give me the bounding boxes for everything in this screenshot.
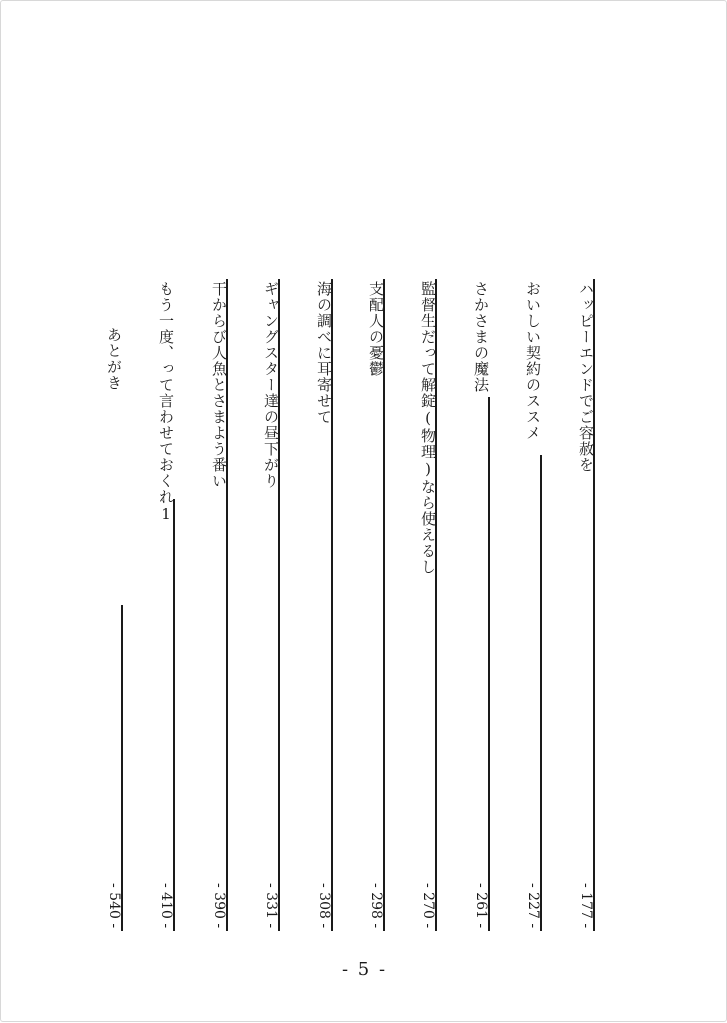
- toc-title: 支配人の憂鬱: [367, 281, 385, 377]
- toc-page-number: - 298 -: [368, 883, 384, 929]
- page-number: - 5 -: [341, 959, 388, 980]
- toc-page-number: - 410 -: [158, 883, 174, 929]
- toc-rule: [173, 499, 175, 931]
- toc-title: さかさまの魔法: [472, 281, 490, 393]
- toc-page-number: - 177 -: [578, 883, 594, 929]
- toc-page-number: - 270 -: [420, 883, 436, 929]
- toc-title: 海の調べに耳寄せて: [315, 281, 333, 425]
- toc-title: 干からび人魚とさまよう番い: [210, 281, 228, 489]
- toc-page-number: - 227 -: [525, 883, 541, 929]
- toc-title: ハッピーエンドでご容赦を: [577, 281, 595, 473]
- toc-title: おいしい契約のススメ: [524, 281, 542, 441]
- toc-page-number: - 390 -: [211, 883, 227, 929]
- toc-entry[interactable]: [311, 271, 355, 931]
- toc-entry[interactable]: [206, 271, 250, 931]
- toc-title: 監督生だって解錠(物理)なら使えるし: [419, 281, 437, 575]
- toc-entry[interactable]: [415, 271, 459, 931]
- toc-entry[interactable]: [363, 271, 407, 931]
- toc-rule: [488, 397, 490, 931]
- toc-page-number: - 540 -: [106, 883, 122, 929]
- toc-entry[interactable]: [258, 271, 302, 931]
- toc-entry[interactable]: [153, 271, 197, 931]
- toc-page-number: - 308 -: [316, 883, 332, 929]
- toc-entry[interactable]: [573, 271, 617, 931]
- toc-page-number: - 331 -: [263, 883, 279, 929]
- toc-page-number: - 261 -: [473, 883, 489, 929]
- toc-entry[interactable]: [468, 271, 512, 931]
- toc-entry[interactable]: [101, 271, 145, 931]
- toc-rule: [540, 455, 542, 931]
- toc-entry[interactable]: [520, 271, 564, 931]
- toc-title: もう一度、って言わせておくれ1: [157, 281, 175, 524]
- toc-title: ギャングスター達の昼下がり: [262, 281, 280, 489]
- table-of-contents: [1, 1, 727, 1023]
- toc-title: あとがき: [105, 327, 123, 391]
